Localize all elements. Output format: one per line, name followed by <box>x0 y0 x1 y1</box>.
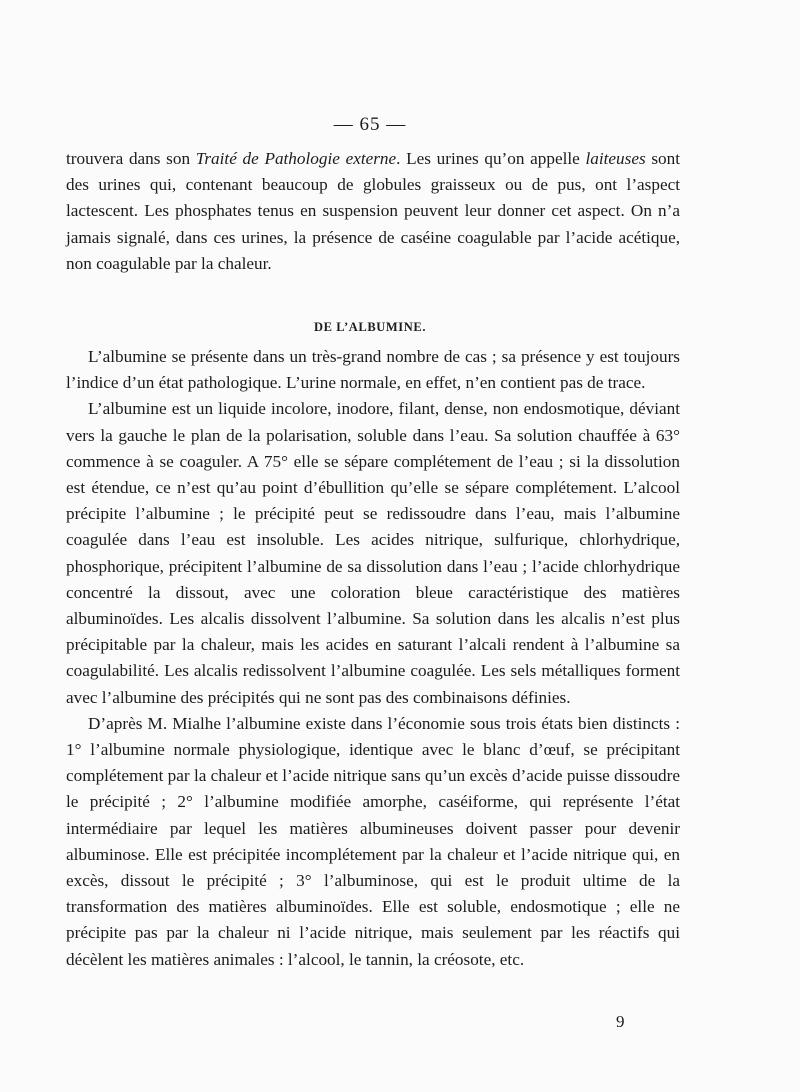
intro-rest: sont des urines qui, contenant beaucoup de globules graisseux ou de pus, ont l’aspect lactescent. Les phosphates tenus en suspension peuvent leur donner cet aspect. On n’a jamais signalé, dans ces urines, la présence de caséine coagulable par l’acide acétique, non coagulable par la chaleur. <box>66 149 680 273</box>
intro-lead: trouvera dans son <box>66 149 196 168</box>
intro-paragraph <box>66 146 680 277</box>
paragraph: L’albumine est un liquide incolore, inodore, filant, dense, non endosmotique, déviant vers la gauche le plan de la polarisation, soluble dans l’eau. Sa solution chauffée à 63° commence à se coaguler. A 75° elle se sépare complétement de l’eau ; si la dissolution est étendue, ce n’est qu’au point d’ébullition qu’elle se sépare complétement. L’alcool précipite l’albumine ; le précipité peut se redissoudre dans l’eau, mais l’albumine coagulée dans l’eau est insoluble. Les acides nitrique, sulfurique, chlorhydrique, phosphorique, précipitent l’albumine de sa dissolution dans l’eau ; l’acide chlorhydrique concentré la dissout, avec une coloration bleue caractéristique des matières albuminoïdes. Les alcalis dissolvent l’albumine. Sa solution dans les alcalis n’est plus précipitable par la chaleur, mais les acides en saturant l’alcali rendent à l’albumine sa coagulabilité. Les alcalis redissolvent l’albumine coagulée. Les sels métalliques forment avec l’albumine des précipités qui ne sont pas des combinaisons définies. <box>66 399 680 707</box>
intro-mid: . Les urines qu’on appelle <box>396 149 586 168</box>
section-body <box>66 344 680 973</box>
paragraph: D’après M. Mialhe l’albumine existe dans l’économie sous trois états bien distincts : 1° l’albumine normale physiologique, identique avec le blanc d’œuf, se précipitant complétement par la chaleur et l’acide nitrique sans qu’un excès d’acide puisse dissoudre le précipité ; 2° l’albumine modifiée amorphe, caséiforme, qui représente l’état intermédiaire par lequel les matières albumineuses doivent passer pour devenir albuminose. Elle est précipitée incomplétement par la chaleur et l’acide nitrique qui, en excès, dissout le précipité ; 3° l’albuminose, qui est le produit ultime de la transformation des matières albuminoïdes. Elle est soluble, endosmotique ; elle ne précipite pas par la chaleur ni l’acide nitrique, mais seulement par les réactifs qui décèlent les matières animales : l’alcool, le tannin, la créosote, etc. <box>66 713 680 969</box>
intro-italic-title: Traité de Pathologie externe <box>195 149 397 168</box>
page-number: — 65 — <box>333 114 407 135</box>
signature-mark: 9 <box>616 1012 625 1031</box>
intro-italic-term: laiteuses <box>585 149 646 168</box>
paragraph: L’albumine se présente dans un très-grand nombre de cas ; sa présence y est toujours l’indice d’un état pathologique. L’urine normale, en effet, n’en contient pas de trace. <box>66 347 680 393</box>
section-heading: DE L’ALBUMINE. <box>313 320 427 334</box>
